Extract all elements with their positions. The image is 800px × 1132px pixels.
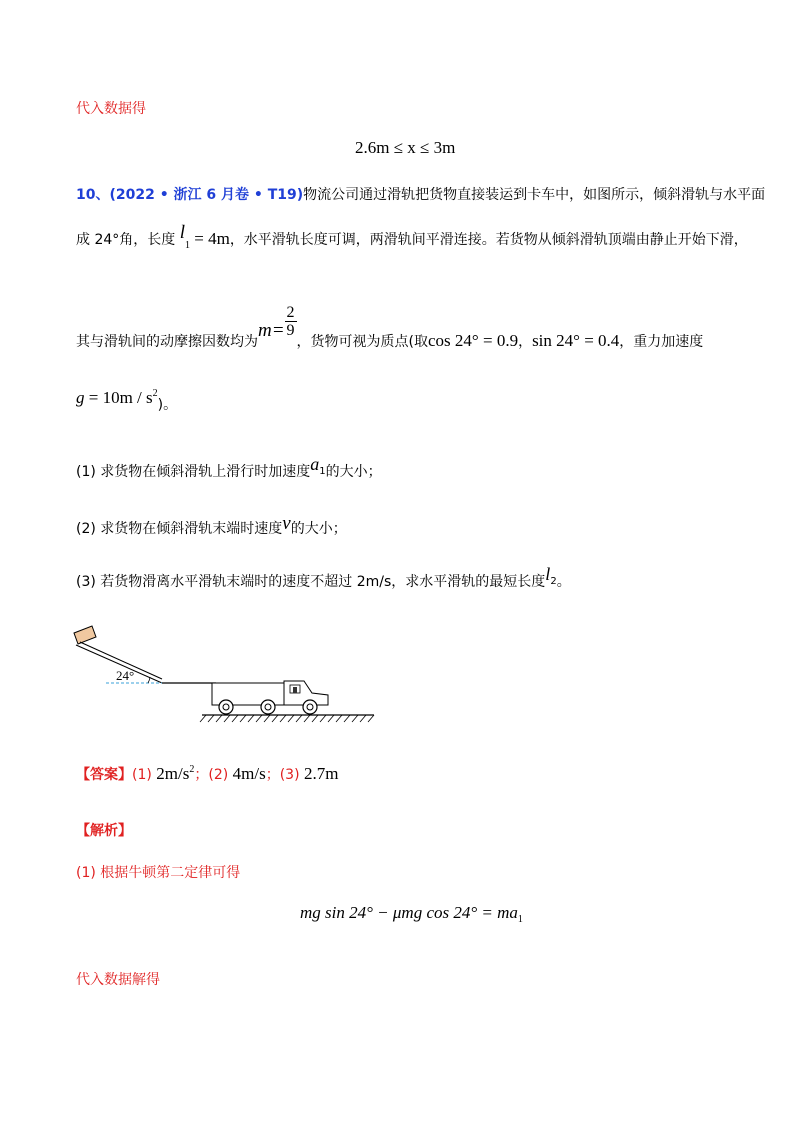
answer-2: 4m/s	[232, 764, 266, 783]
angle-label: 24°	[116, 668, 135, 683]
answer-label: 【答案】	[76, 767, 132, 783]
l1-value: = 4m	[194, 229, 230, 248]
question-source: (2022 • 浙江 6 月卷 • T19)	[109, 187, 304, 203]
question-text-2b: ，水平滑轨长度可调，两滑轨间平滑连接。若货物从倾斜滑轨顶端由静止开始下滑，	[229, 232, 748, 248]
sub-question-3	[76, 564, 571, 593]
question-text-3a: 其与滑轨间的动摩擦因数均为	[76, 333, 258, 350]
question-text-2a: 成 24°角，长度	[76, 232, 176, 248]
angle-arc	[148, 677, 150, 683]
mu-denominator: 9	[286, 322, 295, 339]
answer-p2: (2)	[208, 767, 229, 783]
q3-text-a: (3) 若货物滑离水平滑轨末端时的速度不超过 2m/s，求水平滑轨的最短长度	[76, 574, 546, 590]
question-line-2	[76, 222, 748, 251]
equation-1	[300, 903, 523, 925]
answer-1-sup: 2	[189, 764, 195, 775]
mu-fraction	[285, 304, 297, 339]
answer-1-value: 2m/s	[156, 764, 190, 783]
slide-truck-figure	[66, 615, 386, 725]
q3-sub: 2	[550, 576, 557, 587]
q3-text-b: 。	[556, 574, 571, 590]
l1-var: l	[179, 222, 185, 243]
g-formula: $g = 10m / s^2$	[76, 388, 158, 407]
q1-text-a: (1) 求货物在倾斜滑轨上滑行时加速度	[76, 464, 311, 480]
answer-sep-2: ；	[265, 767, 280, 783]
question-text-1: 物流公司通过滑轨把货物直接装运到卡车中，如图所示，倾斜滑轨与水平面	[303, 187, 766, 203]
answer-1	[156, 764, 194, 783]
answer-p1: (1)	[132, 767, 152, 783]
question-number: 10、	[76, 187, 110, 203]
question-line-4	[76, 388, 178, 413]
cargo-box	[74, 626, 96, 644]
equation-1-main: mg sin 24° − μmg cos 24° = ma	[300, 903, 518, 922]
q1-text-b: 的大小；	[325, 464, 382, 480]
q1-sub: 1	[319, 466, 326, 477]
sub-question-2	[76, 513, 347, 539]
l1-formula	[179, 222, 230, 251]
q3-var: l	[545, 564, 551, 584]
mu-var: m=	[258, 319, 285, 341]
answer-line	[76, 764, 339, 784]
question-text-4: )。	[157, 397, 178, 413]
question-line-1	[76, 184, 765, 204]
q1-var: a	[310, 454, 320, 474]
cos-value: cos 24° = 0.9	[428, 330, 519, 350]
sin-value: sin 24° = 0.4	[532, 330, 620, 350]
q2-var: v	[282, 513, 291, 534]
ground-hatch	[200, 715, 374, 722]
question-text-3c: ，重力加速度	[619, 333, 704, 350]
l1-sub: 1	[185, 240, 190, 251]
prev-formula: 2.6m ≤ x ≤ 3m	[355, 138, 456, 157]
answer-p3: (3)	[279, 767, 300, 783]
q2-text-b: 的大小；	[290, 521, 347, 537]
analysis-label: 【解析】	[76, 823, 132, 839]
answer-3: 2.7m	[304, 764, 339, 783]
answer-sep-1: ；	[194, 767, 209, 783]
g-sup: 2	[152, 388, 158, 399]
equation-1-sub: 1	[517, 914, 523, 925]
prev-label: 代入数据得	[76, 101, 146, 117]
q2-text-a: (2) 求货物在倾斜滑轨末端时速度	[76, 521, 283, 537]
separator: ，	[518, 333, 533, 350]
mu-numerator: 2	[286, 304, 295, 321]
question-line-3	[76, 302, 704, 350]
question-text-3b: ，货物可视为质点(取	[296, 333, 429, 350]
sub-question-1	[76, 454, 382, 483]
analysis-tail: 代入数据解得	[76, 972, 160, 988]
analysis-step-1: (1) 根据牛顿第二定律可得	[76, 865, 241, 881]
